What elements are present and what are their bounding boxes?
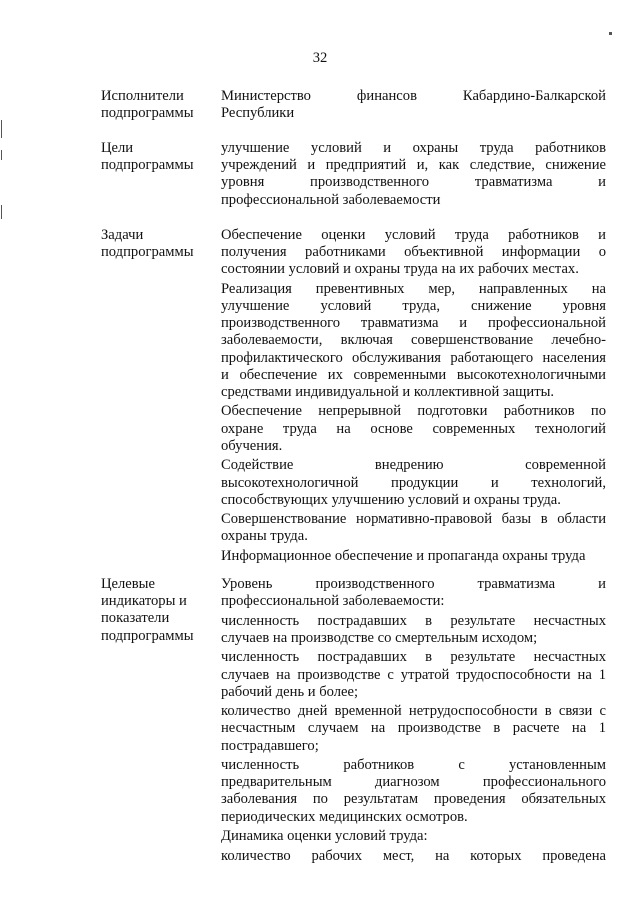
- paragraph: [221, 140, 606, 209]
- text-line: заболевания по результатам проведения обязательных: [221, 791, 606, 808]
- text-line: профилактического обслуживания работающего населения: [221, 349, 606, 366]
- text-line: периодических медицинских осмотров.: [221, 808, 468, 825]
- row-label: [101, 576, 216, 645]
- text-line: профессиональной заболеваемости: [221, 191, 441, 208]
- label-line: Целевые: [101, 576, 155, 592]
- paragraph: [221, 227, 606, 279]
- paragraph: [221, 457, 606, 509]
- text-line: охраны труда.: [221, 528, 308, 545]
- row-label: [101, 88, 216, 122]
- text-line: численность пострадавших в результате несчастных: [221, 649, 606, 666]
- row-label: [101, 227, 216, 261]
- paragraph: [221, 281, 606, 401]
- text-line: пострадавшего;: [221, 737, 319, 754]
- text-line: профессиональной заболеваемости:: [221, 593, 445, 610]
- text-line: Республики: [221, 105, 295, 122]
- row-content: [221, 227, 606, 565]
- paragraph: [221, 403, 606, 455]
- paragraph: [221, 613, 606, 647]
- text-line: рабочий день и более;: [221, 683, 359, 700]
- text-line: численность пострадавших в результате несчастных: [221, 612, 606, 629]
- text-line: случаев на производстве с утратой трудоспособности на 1: [221, 666, 606, 683]
- label-line: Цели: [101, 140, 134, 156]
- row-content: [221, 576, 606, 865]
- label-line: подпрограммы: [101, 105, 194, 122]
- text-line: несчастным случаем на производстве в расчете на 1: [221, 720, 606, 737]
- paragraph: [221, 703, 606, 755]
- text-line: Динамика оценки условий труда:: [221, 828, 428, 845]
- scan-edge-mark: [609, 32, 612, 35]
- text-line: способствующих улучшению условий и охраны труда.: [221, 491, 561, 508]
- scan-edge-mark: [1, 150, 2, 160]
- text-line: количество рабочих мест, на которых проведена: [221, 847, 606, 864]
- paragraph: [221, 88, 606, 122]
- row-content: [221, 88, 606, 122]
- text-line: Обеспечение непрерывной подготовки работников по: [221, 403, 606, 420]
- text-line: высокотехнологичной продукции и технологий,: [221, 474, 606, 491]
- paragraph: [221, 511, 606, 545]
- paragraph: [221, 848, 606, 865]
- paragraph: [221, 649, 606, 701]
- text-line: охране труда на основе современных технологий: [221, 420, 606, 437]
- label-line: Задачи: [101, 227, 144, 243]
- text-line: предварительным диагнозом профессионального: [221, 774, 606, 791]
- scan-edge-mark: [1, 205, 2, 219]
- scan-edge-mark: [1, 120, 2, 138]
- text-line: случаев на производстве со смертельным исходом;: [221, 629, 538, 646]
- row-label: [101, 140, 216, 174]
- text-line: количество дней временной нетрудоспособности в связи с: [221, 703, 606, 720]
- text-line: Министерство финансов Кабардино-Балкарской: [221, 88, 606, 104]
- text-line: Уровень производственного травматизма и: [221, 576, 606, 592]
- text-line: улучшение условий и охраны труда работников: [221, 140, 606, 156]
- label-line: показатели: [101, 610, 170, 627]
- label-line: подпрограммы: [101, 627, 194, 644]
- label-line: Исполнители: [101, 88, 184, 104]
- text-line: производственного травматизма и профессиональной: [221, 315, 606, 332]
- text-line: Совершенствование нормативно-правовой базы в области: [221, 511, 606, 528]
- paragraph: [221, 576, 606, 610]
- text-line: учреждений и предприятий и, как следствие, снижение: [221, 157, 606, 174]
- text-line: состоянии условий и охраны труда на их рабочих местах.: [221, 261, 579, 278]
- text-line: улучшение условий труда, снижение уровня: [221, 298, 606, 315]
- text-line: получения работниками объективной информации о: [221, 244, 606, 261]
- text-line: Реализация превентивных мер, направленных на: [221, 280, 606, 297]
- paragraph: [221, 828, 606, 845]
- label-line: подпрограммы: [101, 244, 194, 261]
- label-line: индикаторы и: [101, 593, 187, 610]
- text-line: уровня производственного травматизма и: [221, 174, 606, 191]
- text-line: средствами индивидуальной и коллективной защиты.: [221, 383, 555, 400]
- text-line: обучения.: [221, 437, 283, 454]
- page-number: 32: [312, 50, 328, 66]
- text-line: Информационное обеспечение и пропаганда охраны труда: [221, 547, 586, 564]
- row-content: [221, 140, 606, 209]
- text-line: Содействие внедрению современной: [221, 457, 606, 474]
- text-line: заболеваемости, включая совершенствование лечебно-: [221, 332, 606, 349]
- text-line: и обеспечение их современными высокотехнологичными: [221, 366, 606, 383]
- label-line: подпрограммы: [101, 157, 194, 174]
- text-line: численность работников с установленным: [221, 757, 606, 774]
- paragraph: [221, 548, 606, 565]
- text-line: Обеспечение оценки условий труда работников и: [221, 227, 606, 243]
- paragraph: [221, 757, 606, 826]
